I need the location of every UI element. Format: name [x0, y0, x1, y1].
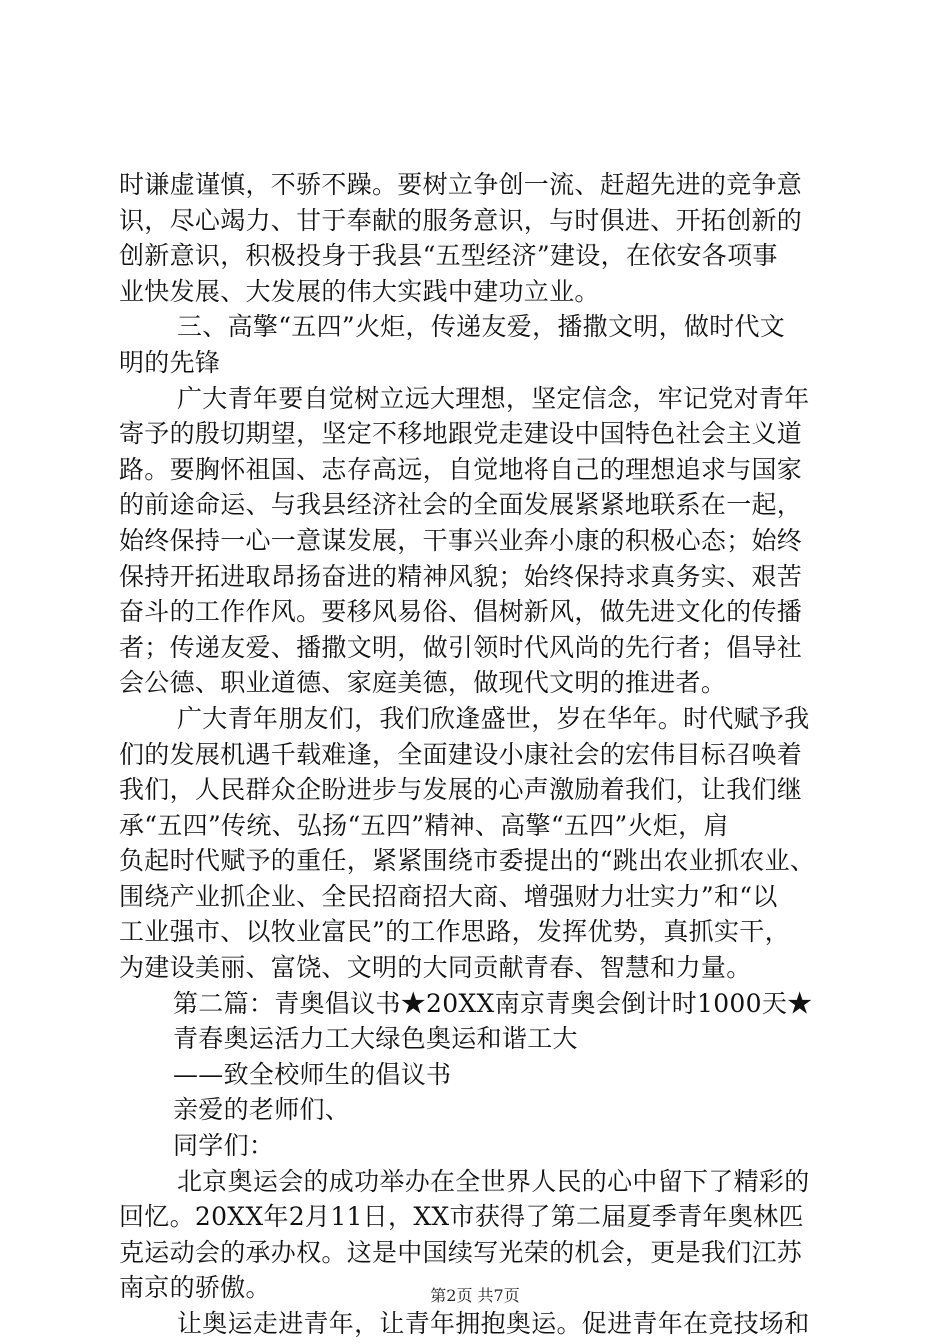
text-line: 寄予的殷切期望，坚定不移地跟党走建设中国特色社会主义道: [119, 419, 803, 449]
text-line: 者；传递友爱、播撒文明，做引领时代风尚的先行者；倡导社: [119, 632, 803, 662]
salutation-line: 亲爱的老师们、: [173, 1095, 351, 1125]
text-line: 南京的骄傲。: [119, 1273, 271, 1303]
text-line: 我们，人民群众企盼进步与发展的心声激励着我们，让我们继: [119, 775, 803, 805]
text-line: 围绕产业抓企业、全民招商招大商、增强财力壮实力”和“以: [119, 881, 778, 911]
chapter-title: 第二篇：青奥倡议书★20XX南京青奥会倒计时1000天★: [173, 988, 813, 1018]
text-line: 广大青年朋友们，我们欣逢盛世，岁在华年。时代赋予我: [177, 703, 810, 733]
salutation-line: 同学们：: [173, 1131, 275, 1161]
text-line: 为建设美丽、富饶、文明的大同贡献青春、智慧和力量。: [119, 953, 752, 983]
text-line: 创新意识，积极投身于我县“五型经济”建设，在依安各项事: [119, 241, 778, 271]
text-line: 保持开拓进取昂扬奋进的精神风貌；始终保持求真务实、艰苦: [119, 561, 803, 591]
text-line: 时谦虚谨慎，不骄不躁。要树立争创一流、赶超先进的竞争意: [119, 170, 803, 199]
text-line: 奋斗的工作作风。要移风易俗、倡树新风，做先进文化的传播: [119, 597, 803, 627]
text-line: 识，尽心竭力、甘于奉献的服务意识，与时俱进、开拓创新的: [119, 205, 803, 235]
text-line: 让奥运走进青年，让青年拥抱奥运。促进青年在竞技场和: [177, 1309, 810, 1338]
text-line: 负起时代赋予的重任，紧紧围绕市委提出的“跳出农业抓农业、: [119, 846, 816, 876]
text-line: 北京奥运会的成功举办在全世界人民的心中留下了精彩的: [177, 1166, 810, 1196]
text-line: 会公德、职业道德、家庭美德，做现代文明的推进者。: [119, 668, 727, 698]
text-line: 广大青年要自觉树立远大理想，坚定信念，牢记党对青年: [177, 383, 810, 413]
page-footer: 第2页 共7页: [430, 1286, 520, 1305]
text-line: 承“五四”传统、弘扬“五四”精神、高擎“五四”火炬，肩: [119, 810, 729, 840]
text-line: 工业强市、以牧业富民”的工作思路，发挥优势，真抓实干，: [119, 917, 790, 947]
section-heading-line: 明的先锋: [119, 347, 221, 377]
text-line: 们的发展机遇千载难逢，全面建设小康社会的宏伟目标召唤着: [119, 739, 803, 769]
letter-title: 青春奥运活力工大绿色奥运和谐工大: [173, 1024, 578, 1054]
text-line: 克运动会的承办权。这是中国续写光荣的机会，更是我们江苏: [119, 1237, 803, 1267]
text-line: 业快发展、大发展的伟大实践中建功立业。: [119, 276, 600, 306]
section-heading-line: 三、高擎“五四”火炬，传递友爱，播撒文明，做时代文: [177, 312, 786, 342]
text-line: 的前途命运、与我县经济社会的全面发展紧紧地联系在一起，: [119, 490, 803, 520]
letter-subtitle: ——致全校师生的倡议书: [173, 1059, 452, 1089]
text-line: 路。要胸怀祖国、志存高远，自觉地将自己的理想追求与国家: [119, 454, 803, 484]
text-line: 回忆。20XX年2月11日，XX市获得了第二届夏季青年奥林匹: [119, 1202, 804, 1232]
text-line: 始终保持一心一意谋发展，干事兴业奔小康的积极心态；始终: [119, 525, 803, 555]
document-body: [119, 167, 839, 1342]
